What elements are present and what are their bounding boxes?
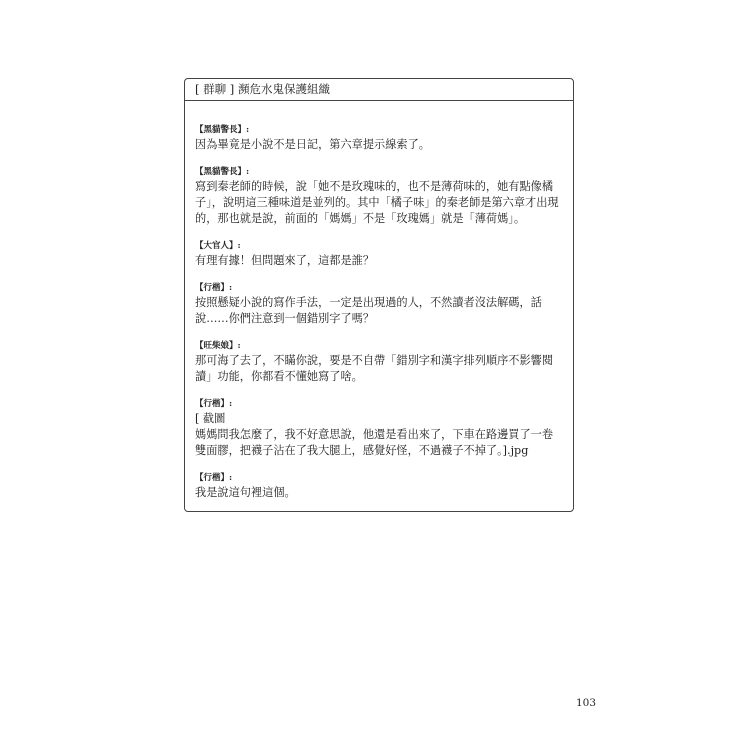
- message-text: 我是說這句裡這個。: [195, 486, 296, 499]
- message-text: 那可海了去了，不瞞你說，要是不自帶「錯別字和漢字排列順序不影響閱讀」功能，你都看不懂她寫了啥。: [195, 354, 554, 383]
- message-speaker: 【黑貓警長】:: [195, 125, 250, 135]
- group-chat-box: [184, 78, 574, 512]
- message-text: 寫到秦老師的時候，說「她不是玫瑰味的，也不是薄荷味的，她有點像橘子」，說明這三種味道是並列的。其中「橘子味」的秦老師是第六章才出現的，那也就是說，前面的「媽媽」不是「玫瑰媽」就是「薄荷媽」。: [195, 180, 559, 225]
- chat-message-list: [185, 101, 573, 501]
- chat-message: [195, 340, 563, 385]
- message-speaker: 【行楷】:: [195, 399, 233, 409]
- chat-message: [195, 472, 563, 501]
- chat-message: [195, 240, 563, 269]
- screenshot-caption-text: 媽媽問我怎麼了，我不好意思說，他還是看出來了，下車在路邊買了一卷雙面膠，把襪子沾在了我大腿上，感覺好怪，不過襪子不掉了。].jpg: [195, 428, 554, 457]
- chat-message: [195, 282, 563, 327]
- chat-message: [195, 398, 563, 459]
- message-text: 因為畢竟是小說不是日記，第六章提示線索了。: [195, 138, 430, 151]
- chat-message: [195, 166, 563, 227]
- message-speaker: 【大官人】:: [195, 241, 241, 251]
- page-number: 103: [575, 697, 596, 709]
- message-speaker: 【黑貓警長】:: [195, 167, 250, 177]
- screenshot-caption-open: [ 截圖: [195, 412, 226, 425]
- message-text: 按照懸疑小說的寫作手法，一定是出現過的人，不然讀者沒法解碼，話說……你們注意到一個錯別字了嗎？: [195, 296, 542, 325]
- message-speaker: 【行楷】:: [195, 473, 233, 483]
- chat-message: [195, 124, 563, 153]
- chat-title: [ 群聊 ] 瀕危水鬼保護組織: [185, 79, 573, 101]
- message-speaker: 【行楷】:: [195, 283, 233, 293]
- message-text: 有理有據！但問題來了，這都是誰？: [195, 254, 375, 267]
- message-speaker: 【旺柴娘】:: [195, 341, 241, 351]
